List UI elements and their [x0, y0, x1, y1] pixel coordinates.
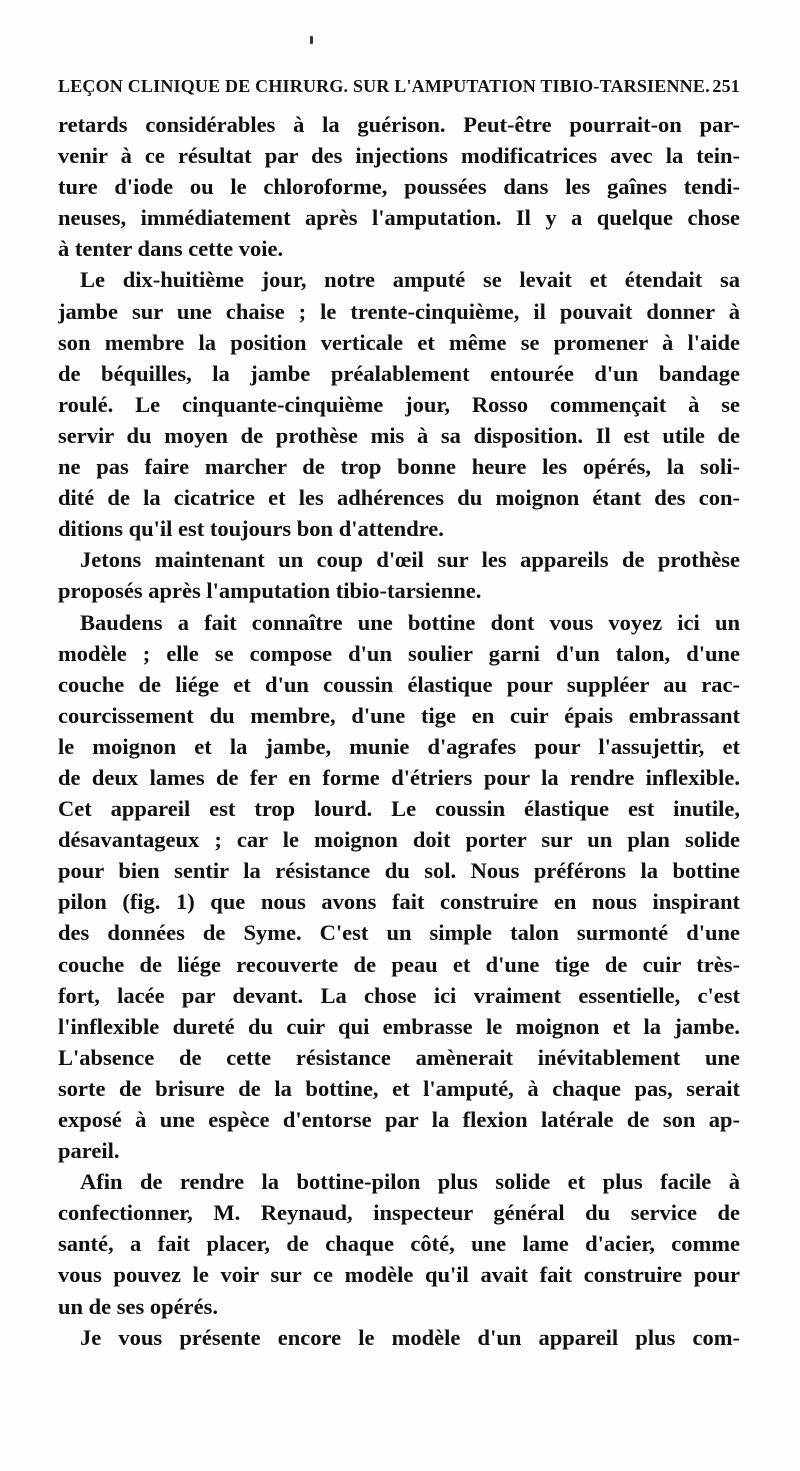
text-line: un de ses opérés. — [58, 1293, 219, 1319]
ink-speck — [310, 36, 313, 44]
text-line: retards considérables à la guérison. Peut-être pourrait-on par- — [58, 112, 740, 137]
text-line: ne pas faire marcher de trop bonne heure les opérés, la soli- — [58, 454, 740, 480]
text-line: venir à ce résultat par des injections modificatrices avec la tein- — [58, 143, 740, 169]
text-line: couche de liége recouverte de peau et d'une tige de cuir très- — [58, 951, 740, 977]
text-line: confectionner, M. Reynaud, inspecteur général du service de — [58, 1200, 740, 1226]
text-line: santé, a fait placer, de chaque côté, une lame d'acier, comme — [58, 1231, 740, 1257]
text-line: courcissement du membre, d'une tige en cuir épais embrassant — [58, 702, 740, 728]
text-line: proposés après l'amputation tibio-tarsienne. — [58, 578, 482, 604]
page-number: 251 — [712, 76, 740, 96]
text-line: dité de la cicatrice et les adhérences du moignon étant des con- — [58, 485, 740, 511]
text-line: de béquilles, la jambe préalablement entourée d'un bandage — [58, 360, 740, 386]
text-line: Le dix-huitième jour, notre amputé se levait et étendait sa — [80, 267, 740, 293]
text-line: neuses, immédiatement après l'amputation. Il y a quelque chose — [58, 205, 740, 231]
text-line: Je vous présente encore le modèle d'un appareil plus com- — [80, 1324, 740, 1350]
text-line: des données de Syme. C'est un simple talon surmonté d'une — [58, 920, 740, 946]
text-line: Afin de rendre la bottine-pilon plus solide et plus facile à — [80, 1169, 740, 1195]
text-line: pareil. — [58, 1138, 120, 1164]
text-line: L'absence de cette résistance amènerait inévitablement une — [58, 1044, 740, 1070]
body-text — [58, 109, 740, 1353]
text-line: de deux lames de fer en forme d'étriers pour la rendre inflexible. — [58, 764, 740, 790]
text-line: à tenter dans cette voie. — [58, 236, 284, 262]
text-line: couche de liége et d'un coussin élastique pour suppléer au rac- — [58, 671, 740, 697]
text-line: roulé. Le cinquante-cinquième jour, Rosso commençait à se — [58, 391, 740, 417]
text-line: jambe sur une chaise ; le trente-cinquième, il pouvait donner à — [58, 298, 740, 324]
text-line: son membre la position verticale et même se promener à l'aide — [58, 329, 740, 355]
text-line: le moignon et la jambe, munie d'agrafes pour l'assujettir, et — [58, 733, 740, 759]
text-line: ture d'iode ou le chloroforme, poussées dans les gaînes tendi- — [58, 174, 740, 200]
text-line: désavantageux ; car le moignon doit porter sur un plan solide — [58, 827, 740, 853]
text-line: pilon (fig. 1) que nous avons fait construire en nous inspirant — [58, 889, 740, 915]
text-line: fort, lacée par devant. La chose ici vraiment essentielle, c'est — [58, 982, 740, 1008]
running-title: LEÇON CLINIQUE DE CHIRURG. SUR L'AMPUTATION TIBIO-TARSIENNE. — [58, 76, 710, 96]
text-line: l'inflexible dureté du cuir qui embrasse le moignon et la jambe. — [58, 1013, 740, 1039]
text-line: sorte de brisure de la bottine, et l'amputé, à chaque pas, serait — [58, 1075, 740, 1101]
text-line: vous pouvez le voir sur ce modèle qu'il avait fait construire pour — [58, 1262, 740, 1288]
text-line: ditions qu'il est toujours bon d'attendre. — [58, 516, 444, 542]
text-line: Jetons maintenant un coup d'œil sur les appareils de prothèse — [80, 547, 740, 573]
text-line: Cet appareil est trop lourd. Le coussin élastique est inutile, — [58, 796, 740, 822]
text-line: Baudens a fait connaître une bottine dont vous voyez ici un — [80, 609, 740, 635]
text-line: modèle ; elle se compose d'un soulier garni d'un talon, d'une — [58, 640, 740, 666]
text-line: pour bien sentir la résistance du sol. Nous préférons la bottine — [58, 858, 740, 884]
text-line: servir du moyen de prothèse mis à sa disposition. Il est utile de — [58, 422, 740, 448]
text-line: exposé à une espèce d'entorse par la flexion latérale de son ap- — [58, 1107, 740, 1132]
running-header — [58, 76, 740, 100]
